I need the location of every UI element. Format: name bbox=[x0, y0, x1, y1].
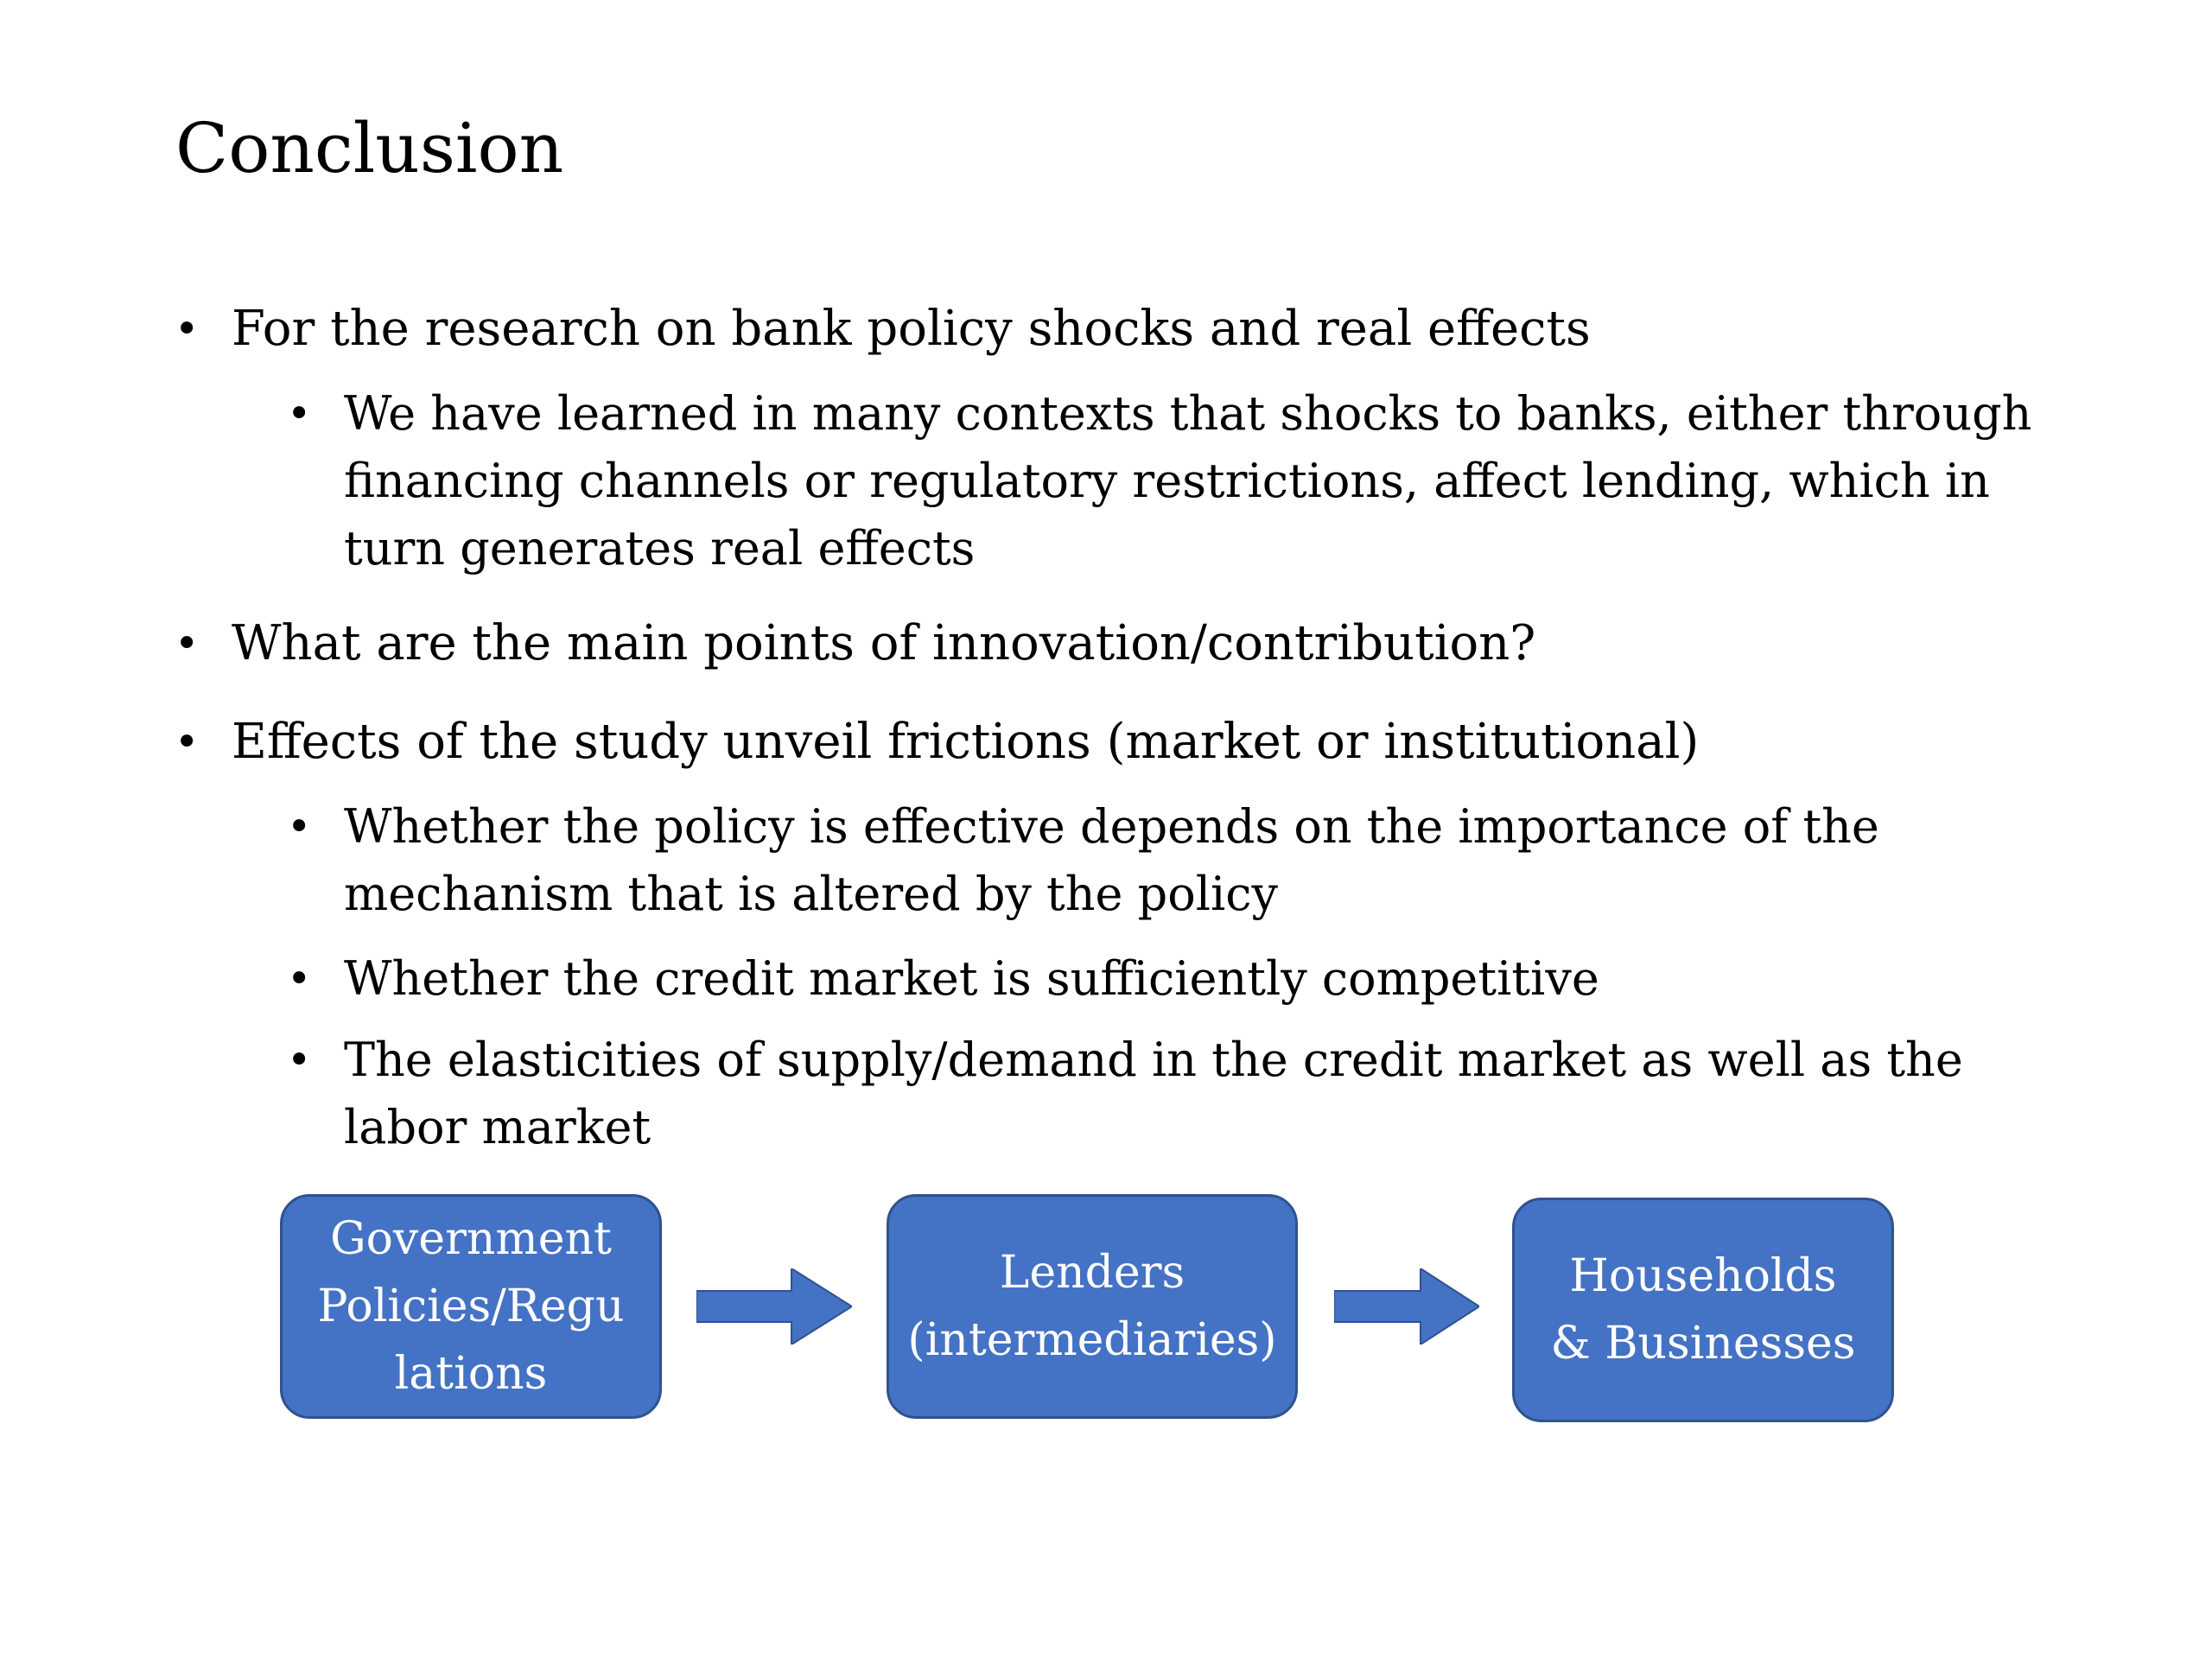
bullet-text: Whether the policy is effective depends on the importance of the mechanism that is altered by the policy bbox=[344, 799, 1879, 921]
bullet-marker: • bbox=[287, 803, 312, 851]
bullet-text: For the research on bank policy shocks and real effects bbox=[232, 301, 1591, 357]
flow-box-label: Households & Businesses bbox=[1550, 1250, 1856, 1370]
bullet-item bbox=[175, 296, 2046, 363]
flow-box-government-policies bbox=[280, 1194, 662, 1419]
sub-bullet-item bbox=[287, 380, 2089, 582]
bullet-item bbox=[175, 709, 2046, 776]
sub-bullet-item bbox=[287, 793, 2089, 928]
bullet-text: The elasticities of supply/demand in the credit market as well as the labor market bbox=[344, 1033, 1963, 1154]
bullet-marker: • bbox=[175, 718, 200, 766]
bullet-text: What are the main points of innovation/contribution? bbox=[232, 615, 1536, 671]
flow-box-label: Lenders (intermediaries) bbox=[907, 1247, 1277, 1366]
flow-box-lenders bbox=[887, 1194, 1298, 1419]
flow-arrow-right-icon bbox=[696, 1268, 852, 1344]
bullet-text: We have learned in many contexts that shocks to banks, either through financing channels or regulatory restrictions, affect lending, which in turn generates real effects bbox=[344, 386, 2032, 575]
sub-bullet-item bbox=[287, 1027, 2089, 1161]
bullet-marker: • bbox=[287, 955, 312, 1003]
bullet-marker: • bbox=[175, 305, 200, 353]
sub-bullet-item bbox=[287, 945, 2089, 1013]
bullet-text: Whether the credit market is sufficiently competitive bbox=[344, 951, 1599, 1006]
slide-title: Conclusion bbox=[175, 108, 564, 188]
bullet-marker: • bbox=[175, 620, 200, 668]
bullet-item bbox=[175, 610, 2046, 677]
bullet-text: Effects of the study unveil frictions (market or institutional) bbox=[232, 714, 1700, 770]
bullet-marker: • bbox=[287, 1036, 312, 1084]
bullet-marker: • bbox=[287, 390, 312, 438]
flow-box-households-businesses bbox=[1512, 1198, 1894, 1422]
flow-arrow-right-icon bbox=[1334, 1268, 1479, 1344]
flow-box-label: Government Policies/Regu lations bbox=[317, 1213, 625, 1400]
